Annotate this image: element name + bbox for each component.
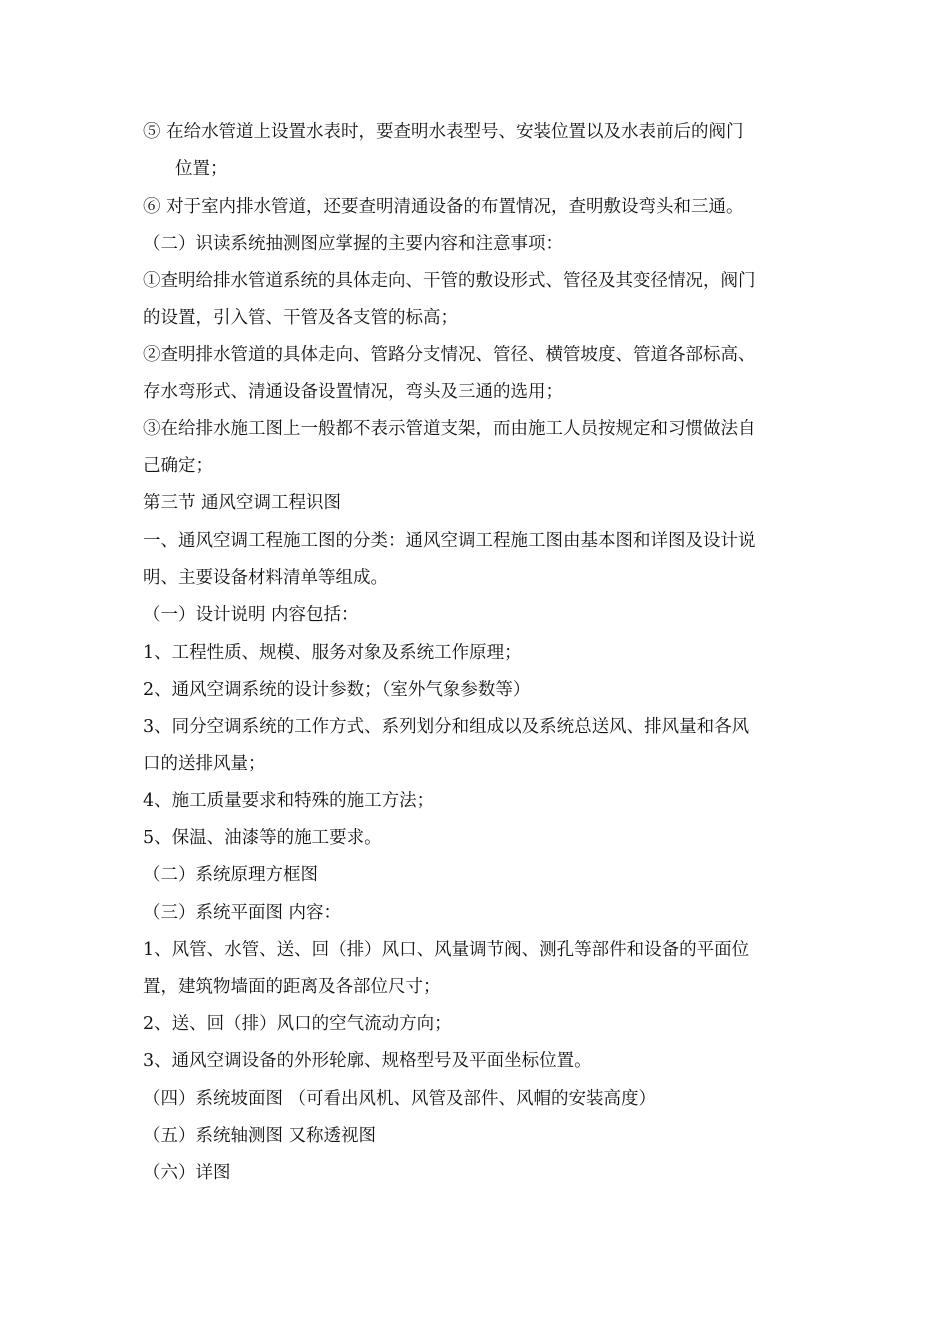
- text-line: 己确定；: [143, 456, 213, 476]
- text-line: （二）识读系统抽测图应掌握的主要内容和注意事项：: [143, 234, 563, 254]
- text-line: 1、风管、水管、送、回（排）风口、风量调节阀、测孔等部件和设备的平面位: [143, 940, 750, 960]
- text-line: 2、送、回（排）风口的空气流动方向；: [143, 1014, 452, 1034]
- text-line: （六）详图: [143, 1163, 231, 1183]
- text-line: 3、通风空调设备的外形轮廓、规格型号及平面坐标位置。: [143, 1051, 592, 1071]
- text-line: （三）系统平面图 内容：: [143, 903, 342, 923]
- text-line: （二）系统原理方框图: [143, 865, 318, 885]
- text-line: 2、通风空调系统的设计参数；（室外气象参数等）: [143, 680, 531, 700]
- text-line: 位置；: [175, 159, 228, 179]
- text-line: ②查明排水管道的具体走向、管路分支情况、管径、横管坡度、管道各部标高、: [143, 345, 756, 365]
- text-line: ③在给排水施工图上一般都不表示管道支架，而由施工人员按规定和习惯做法自: [143, 419, 756, 439]
- text-line: 5、保温、油漆等的施工要求。: [143, 828, 382, 848]
- text-line: （四）系统坡面图 （可看出风机、风管及部件、风帽的安装高度）: [143, 1089, 657, 1109]
- section-heading: 第三节 通风空调工程识图: [143, 493, 342, 513]
- text-line: （五）系统轴测图 又称透视图: [143, 1126, 377, 1146]
- text-line: ⑤ 在给水管道上设置水表时，要查明水表型号、安装位置以及水表前后的阀门: [143, 122, 744, 142]
- text-line: 的设置，引入管、干管及各支管的标高；: [143, 308, 458, 328]
- text-line: 置，建筑物墙面的距离及各部位尺寸；: [143, 977, 441, 997]
- text-line: 口的送排风量；: [143, 754, 266, 774]
- text-line: 明、主要设备材料清单等组成。: [143, 568, 388, 588]
- text-line: 存水弯形式、清通设备设置情况，弯头及三通的选用；: [143, 382, 563, 402]
- text-line: 一、通风空调工程施工图的分类：通风空调工程施工图由基本图和详图及设计说: [143, 531, 756, 551]
- text-line: 4、施工质量要求和特殊的施工方法；: [143, 791, 435, 811]
- text-line: 1、工程性质、规模、服务对象及系统工作原理；: [143, 643, 522, 663]
- text-line: （一）设计说明 内容包括：: [143, 605, 359, 625]
- text-line: ⑥ 对于室内排水管道，还要查明清通设备的布置情况，查明敷设弯头和三通。: [143, 197, 744, 217]
- text-line: ①查明给排水管道系统的具体走向、干管的敷设形式、管径及其变径情况，阀门: [143, 271, 756, 291]
- text-line: 3、同分空调系统的工作方式、系列划分和组成以及系统总送风、排风量和各风: [143, 717, 750, 737]
